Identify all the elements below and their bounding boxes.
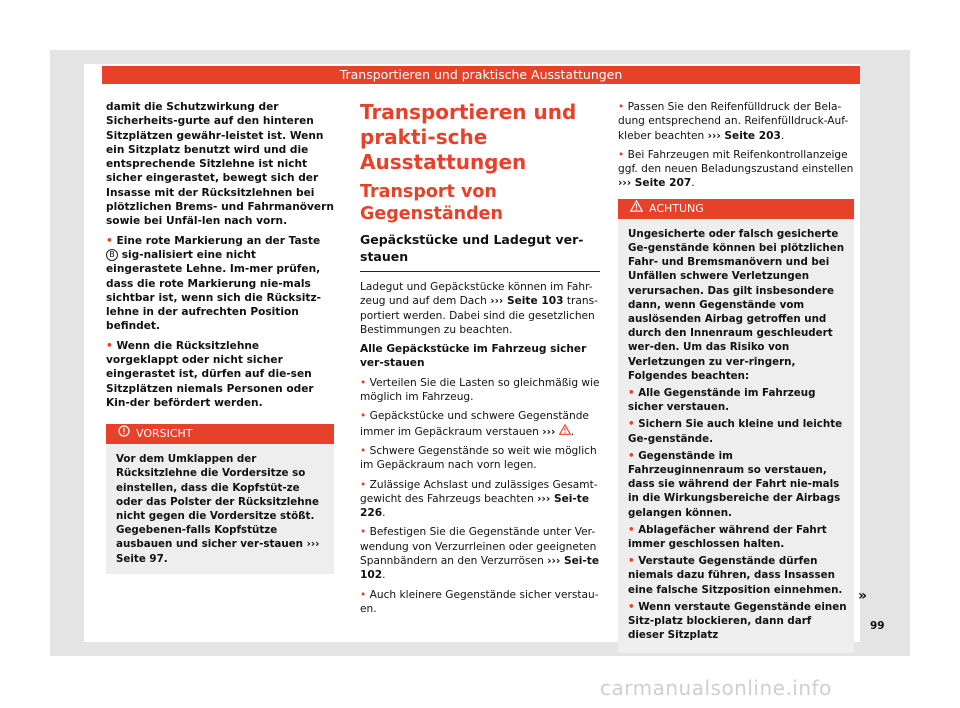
bullet-icon: • xyxy=(106,339,113,352)
list-item: • Eine rote Markierung an der Taste B sig-nalisiert eine nicht eingerastete Lehne. Im-mer prüfen, dass die rote Markierung nie-mals sichtbar ist, wenn sich die Rücksitz-lehne in der aufrechten Position befindet. xyxy=(106,234,322,333)
column-middle xyxy=(360,100,600,621)
warning-intro: Ungesicherte oder falsch gesicherte Ge-genstände können bei plötzlichen Fahr- und Bremsmanövern und bei Unfällen schwere Verletzungen verursachen. Das gilt insbesondere dann, wenn Gegenstände vom auslösenden Airbag getroffen und durch den Innenraum geschleudert wer-den. Um das Risiko von Verletzungen zu ver-ringern, Folgendes beachten: xyxy=(628,227,845,382)
list-item: • Bei Fahrzeugen mit Reifenkontrollanzeige ggf. den neuen Beladungszustand einstellen ››› Seite 207. xyxy=(618,148,854,190)
warning-box xyxy=(618,199,854,654)
list-item: • Sichern Sie auch kleine und leichte Ge-genstände. xyxy=(628,418,843,445)
bullet-icon: • xyxy=(360,588,367,601)
list-item: • Wenn verstaute Gegenstände einen Sitz-platz blockieren, dann darf dieser Sitzplatz xyxy=(628,600,847,642)
subsection-title: Gepäckstücke und Ladegut ver-stauen xyxy=(360,231,600,272)
list-item: • Befestigen Sie die Gegenstände unter Ver-wendung von Verzurrleinen oder geeigneten Spannbändern an den Verzurrösen ››› Sei-te 102. xyxy=(360,526,600,582)
section-title: Transport von Gegenständen xyxy=(360,182,503,224)
list-item: • Verteilen Sie die Lasten so gleichmäßig wie möglich im Fahrzeug. xyxy=(360,376,600,404)
list-item: • Alle Gegenstände im Fahrzeug sicher verstauen. xyxy=(628,387,816,414)
bullet-icon: • xyxy=(360,376,367,389)
page-link[interactable]: ››› Sei-te 226 xyxy=(360,492,590,520)
paragraph: Ladegut und Gepäckstücke können im Fahr-zeug und auf dem Dach ››› Seite 103 trans-portiert werden. Dabei sind die gesetzlichen Bestimmungen zu beachten. xyxy=(360,281,598,336)
bullet-icon: • xyxy=(628,449,635,462)
warning-body xyxy=(618,219,854,654)
bullet-icon: • xyxy=(360,478,367,491)
bullet-icon: • xyxy=(628,523,635,536)
page-link[interactable]: ››› Seite 207 xyxy=(618,177,692,190)
list-item: • Schwere Gegenstände so weit wie möglich im Gepäckraum nach vorn legen. xyxy=(360,444,597,472)
bullet-icon: • xyxy=(628,555,635,568)
bullet-icon: • xyxy=(618,101,625,113)
warning-triangle-icon xyxy=(559,426,571,438)
section-header: Transportieren und praktische Ausstattungen xyxy=(102,66,860,84)
caution-box xyxy=(106,424,334,574)
page-link[interactable]: ››› Seite 97 xyxy=(116,538,320,565)
subheading: Alle Gepäckstücke im Fahrzeug sicher ver-stauen xyxy=(360,343,587,370)
page-link[interactable]: ››› xyxy=(542,425,556,438)
list-item: • Ablagefächer während der Fahrt immer geschlossen halten. xyxy=(628,523,827,551)
watermark: carmanualsonline.info xyxy=(600,676,832,700)
marker-b-icon: B xyxy=(106,249,118,261)
bullet-icon: • xyxy=(628,418,635,431)
continue-marker: » xyxy=(858,588,868,604)
bullet-icon: • xyxy=(628,600,635,613)
list-item: • Zulässige Achslast und zulässiges Gesamt-gewicht des Fahrzeugs beachten ››› Sei-te 226. xyxy=(360,478,598,520)
list-item: • Gepäckstücke und schwere Gegenstände immer im Gepäckraum verstauen ››› . xyxy=(360,410,589,438)
list-item: • Gegenstände im Fahrzeuginnenraum so verstauen, dass sie während der Fahrt nie-mals in die Wirkungsbereiche der Airbags gelangen können. xyxy=(628,449,841,519)
caution-header: VORSICHT xyxy=(106,424,334,444)
list-item: • Wenn die Rücksitzlehne vorgeklappt oder nicht sicher eingerastet ist, dürfen auf die-sen Sitzplätzen niemals Personen oder Kin-der befördert werden. xyxy=(106,339,314,409)
bullet-icon: • xyxy=(360,410,367,423)
chapter-title: Transportieren und prakti-sche Ausstattungen xyxy=(360,100,577,174)
bullet-icon: • xyxy=(628,387,635,400)
page-link[interactable]: ››› Seite 103 xyxy=(490,295,564,308)
list-item: • Passen Sie den Reifenfülldruck der Bela-dung entsprechend an. Reifenfülldruck-Auf-kleber beachten ››› Seite 203. xyxy=(618,101,849,142)
bullet-icon: • xyxy=(618,148,625,161)
caution-body: Vor dem Umklappen der Rücksitzlehne die Vordersitze so einstellen, dass die Kopfstüt-ze oder das Polster der Rücksitzlehne nicht gegen die Vordersitze stößt. Gegebenen-falls Kopfstütze ausbauen und sicher ver-stauen ››› Seite 97. xyxy=(116,453,320,565)
column-left xyxy=(106,100,334,574)
page-link[interactable]: ››› Sei-te 102 xyxy=(360,555,600,582)
bullet-icon: • xyxy=(360,444,367,457)
bullet-icon: • xyxy=(360,526,367,539)
list-item: • Verstaute Gegenstände dürfen niemals dazu führen, dass Insassen eine falsche Sitzposition einnehmen. xyxy=(628,555,843,596)
bullet-icon: • xyxy=(106,234,113,247)
page-number: 99 xyxy=(870,620,885,632)
intro-text: damit die Schutzwirkung der Sicherheits-gurte auf den hinteren Sitzplätzen gewähr-leistet ist. Wenn ein Sitzplatz benutzt wird und die entsprechende Sitzlehne ist nicht sicher eingerastet, bewegt sich der Insasse mit der Rücksitzlehnen bei plötzlichen Brems- und Fahrmanövern sowie bei Unfäl-len nach vorn. xyxy=(106,101,334,228)
warning-header: ACHTUNG xyxy=(618,199,854,219)
warning-triangle-icon xyxy=(630,199,643,219)
list-item: • Auch kleinere Gegenstände sicher verstau-en. xyxy=(360,588,599,615)
page-link[interactable]: ››› Seite 203 xyxy=(707,129,781,142)
info-circle-icon xyxy=(118,424,130,444)
column-right xyxy=(618,100,854,653)
